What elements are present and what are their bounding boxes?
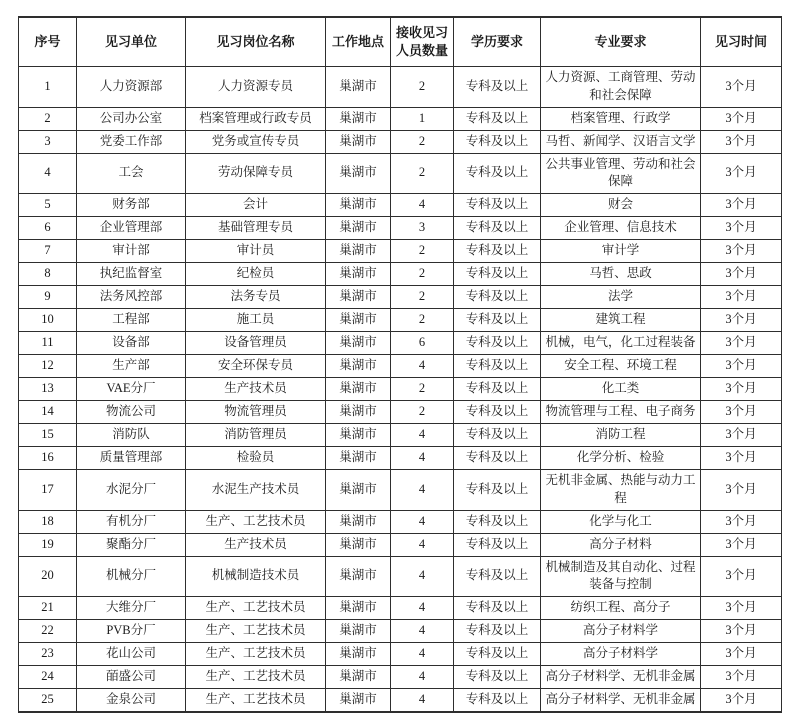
table-cell: 人力资源、工商管理、劳动和社会保障 <box>541 67 701 108</box>
table-cell: 4 <box>391 597 454 620</box>
table-cell: 2 <box>391 309 454 332</box>
table-cell: 机械，电气，化工过程装备 <box>541 332 701 355</box>
table-cell: 专科及以上 <box>454 355 541 378</box>
table-cell: 专科及以上 <box>454 556 541 597</box>
table-cell: 巢湖市 <box>326 194 391 217</box>
table-cell: 生产部 <box>77 355 186 378</box>
table-cell: 8 <box>19 263 77 286</box>
table-cell: 9 <box>19 286 77 309</box>
table-cell: 4 <box>391 355 454 378</box>
table-cell: 物流管理员 <box>186 401 326 424</box>
column-header: 序号 <box>19 17 77 67</box>
table-cell: 皕盛公司 <box>77 666 186 689</box>
table-row <box>19 286 782 309</box>
table-row <box>19 355 782 378</box>
table-row <box>19 533 782 556</box>
table-cell: 生产、工艺技术员 <box>186 620 326 643</box>
table-cell: 4 <box>391 620 454 643</box>
table-cell: 巢湖市 <box>326 130 391 153</box>
table-cell: 2 <box>391 153 454 194</box>
table-cell: 高分子材料学 <box>541 643 701 666</box>
table-cell: 企业管理部 <box>77 217 186 240</box>
table-cell: 党务或宣传专员 <box>186 130 326 153</box>
table-cell: 4 <box>391 643 454 666</box>
table-cell: 3个月 <box>701 217 782 240</box>
table-cell: 2 <box>391 130 454 153</box>
table-cell: 化学与化工 <box>541 510 701 533</box>
table-cell: 专科及以上 <box>454 470 541 511</box>
table-cell: 13 <box>19 378 77 401</box>
table-cell: 物流管理与工程、电子商务 <box>541 401 701 424</box>
table-cell: 3个月 <box>701 67 782 108</box>
table-cell: 25 <box>19 689 77 712</box>
table-cell: 3个月 <box>701 194 782 217</box>
table-cell: 高分子材料学、无机非金属 <box>541 666 701 689</box>
table-cell: 审计学 <box>541 240 701 263</box>
table-cell: 公共事业管理、劳动和社会保障 <box>541 153 701 194</box>
table-cell: 设备部 <box>77 332 186 355</box>
table-cell: 马哲、新闻学、汉语言文学 <box>541 130 701 153</box>
table-cell: 3个月 <box>701 597 782 620</box>
table-cell: 3个月 <box>701 240 782 263</box>
table-cell: 化工类 <box>541 378 701 401</box>
table-cell: 2 <box>391 401 454 424</box>
table-cell: 生产、工艺技术员 <box>186 643 326 666</box>
table-body <box>19 67 782 712</box>
table-cell: 3个月 <box>701 286 782 309</box>
table-cell: 审计部 <box>77 240 186 263</box>
column-header: 见习岗位名称 <box>186 17 326 67</box>
table-cell: 12 <box>19 355 77 378</box>
table-row <box>19 470 782 511</box>
table-cell: 巢湖市 <box>326 556 391 597</box>
table-cell: 安全工程、环境工程 <box>541 355 701 378</box>
table-cell: 专科及以上 <box>454 643 541 666</box>
table-row <box>19 447 782 470</box>
table-cell: 专科及以上 <box>454 533 541 556</box>
table-row <box>19 263 782 286</box>
table-row <box>19 217 782 240</box>
header-row <box>19 17 782 67</box>
table-cell: 2 <box>391 378 454 401</box>
table-cell: 财会 <box>541 194 701 217</box>
table-cell: 党委工作部 <box>77 130 186 153</box>
table-cell: 23 <box>19 643 77 666</box>
table-cell: 专科及以上 <box>454 666 541 689</box>
internship-positions-table <box>18 16 782 713</box>
table-cell: 生产、工艺技术员 <box>186 689 326 712</box>
table-cell: 水泥分厂 <box>77 470 186 511</box>
table-cell: 5 <box>19 194 77 217</box>
table-cell: 4 <box>391 533 454 556</box>
table-cell: 4 <box>391 194 454 217</box>
table-cell: 巢湖市 <box>326 217 391 240</box>
table-cell: 4 <box>391 666 454 689</box>
table-cell: 安全环保专员 <box>186 355 326 378</box>
table-cell: 生产、工艺技术员 <box>186 666 326 689</box>
table-cell: 3个月 <box>701 689 782 712</box>
table-cell: 专科及以上 <box>454 217 541 240</box>
table-cell: 巢湖市 <box>326 263 391 286</box>
table-cell: 巢湖市 <box>326 332 391 355</box>
table-cell: 消防管理员 <box>186 424 326 447</box>
table-cell: 巢湖市 <box>326 67 391 108</box>
table-cell: 3 <box>19 130 77 153</box>
table-cell: 生产、工艺技术员 <box>186 597 326 620</box>
table-cell: 生产、工艺技术员 <box>186 510 326 533</box>
table-row <box>19 620 782 643</box>
table-cell: 法务风控部 <box>77 286 186 309</box>
column-header: 见习单位 <box>77 17 186 67</box>
table-cell: 11 <box>19 332 77 355</box>
table-cell: 审计员 <box>186 240 326 263</box>
table-cell: 马哲、思政 <box>541 263 701 286</box>
table-cell: 巢湖市 <box>326 620 391 643</box>
table-cell: 巢湖市 <box>326 510 391 533</box>
table-cell: 无机非金属、热能与动力工程 <box>541 470 701 511</box>
table-cell: 3个月 <box>701 666 782 689</box>
table-cell: 6 <box>19 217 77 240</box>
table-cell: 工程部 <box>77 309 186 332</box>
table-cell: 24 <box>19 666 77 689</box>
table-cell: 6 <box>391 332 454 355</box>
table-cell: 2 <box>19 107 77 130</box>
table-cell: 生产技术员 <box>186 378 326 401</box>
table-cell: 专科及以上 <box>454 130 541 153</box>
table-cell: 巢湖市 <box>326 470 391 511</box>
table-row <box>19 424 782 447</box>
table-cell: 机械制造及其自动化、过程装备与控制 <box>541 556 701 597</box>
table-cell: 纺织工程、高分子 <box>541 597 701 620</box>
table-cell: 消防队 <box>77 424 186 447</box>
table-cell: 基础管理专员 <box>186 217 326 240</box>
table-cell: 专科及以上 <box>454 153 541 194</box>
table-row <box>19 332 782 355</box>
table-cell: 巢湖市 <box>326 240 391 263</box>
table-cell: 劳动保障专员 <box>186 153 326 194</box>
table-cell: 水泥生产技术员 <box>186 470 326 511</box>
table-cell: 1 <box>19 67 77 108</box>
table-cell: 专科及以上 <box>454 597 541 620</box>
table-cell: 专科及以上 <box>454 447 541 470</box>
table-cell: 质量管理部 <box>77 447 186 470</box>
table-cell: 巢湖市 <box>326 597 391 620</box>
table-cell: 专科及以上 <box>454 401 541 424</box>
table-cell: 巢湖市 <box>326 447 391 470</box>
table-cell: 专科及以上 <box>454 263 541 286</box>
table-cell: 专科及以上 <box>454 309 541 332</box>
table-cell: 2 <box>391 240 454 263</box>
table-cell: 人力资源部 <box>77 67 186 108</box>
table-cell: 3个月 <box>701 355 782 378</box>
table-cell: PVB分厂 <box>77 620 186 643</box>
table-row <box>19 378 782 401</box>
table-cell: 21 <box>19 597 77 620</box>
table-row <box>19 153 782 194</box>
table-cell: 2 <box>391 67 454 108</box>
table-cell: 3个月 <box>701 533 782 556</box>
table-cell: 专科及以上 <box>454 240 541 263</box>
table-cell: 化学分析、检验 <box>541 447 701 470</box>
table-cell: 20 <box>19 556 77 597</box>
table-cell: 3个月 <box>701 556 782 597</box>
table-cell: 高分子材料学 <box>541 620 701 643</box>
table-cell: 建筑工程 <box>541 309 701 332</box>
table-row <box>19 597 782 620</box>
table-cell: 3个月 <box>701 378 782 401</box>
table-cell: 巢湖市 <box>326 309 391 332</box>
table-cell: 物流公司 <box>77 401 186 424</box>
table-row <box>19 194 782 217</box>
table-cell: 22 <box>19 620 77 643</box>
table-cell: 3个月 <box>701 107 782 130</box>
column-header: 见习时间 <box>701 17 782 67</box>
table-cell: 巢湖市 <box>326 153 391 194</box>
table-cell: 4 <box>391 556 454 597</box>
table-cell: 4 <box>391 470 454 511</box>
table-cell: 人力资源专员 <box>186 67 326 108</box>
table-cell: 专科及以上 <box>454 620 541 643</box>
table-cell: 2 <box>391 286 454 309</box>
table-cell: 4 <box>391 424 454 447</box>
column-header: 工作地点 <box>326 17 391 67</box>
table-cell: 巢湖市 <box>326 286 391 309</box>
table-cell: 10 <box>19 309 77 332</box>
table-row <box>19 643 782 666</box>
table-cell: 档案管理或行政专员 <box>186 107 326 130</box>
table-cell: 纪检员 <box>186 263 326 286</box>
table-cell: 企业管理、信息技术 <box>541 217 701 240</box>
table-row <box>19 666 782 689</box>
table-cell: 花山公司 <box>77 643 186 666</box>
table-cell: 3个月 <box>701 643 782 666</box>
table-cell: 法学 <box>541 286 701 309</box>
table-cell: 生产技术员 <box>186 533 326 556</box>
table-cell: 执纪监督室 <box>77 263 186 286</box>
table-cell: 巢湖市 <box>326 355 391 378</box>
table-cell: 巢湖市 <box>326 378 391 401</box>
table-cell: 金泉公司 <box>77 689 186 712</box>
table-cell: 4 <box>391 447 454 470</box>
table-cell: 设备管理员 <box>186 332 326 355</box>
table-row <box>19 556 782 597</box>
table-cell: 3个月 <box>701 263 782 286</box>
table-cell: 3个月 <box>701 510 782 533</box>
table-cell: 专科及以上 <box>454 510 541 533</box>
table-cell: 聚酯分厂 <box>77 533 186 556</box>
table-cell: 高分子材料学、无机非金属 <box>541 689 701 712</box>
table-cell: 3个月 <box>701 470 782 511</box>
table-cell: 工会 <box>77 153 186 194</box>
column-header: 专业要求 <box>541 17 701 67</box>
table-cell: 专科及以上 <box>454 67 541 108</box>
table-cell: 3个月 <box>701 130 782 153</box>
table-cell: 3个月 <box>701 401 782 424</box>
table-cell: 1 <box>391 107 454 130</box>
table-row <box>19 107 782 130</box>
table-cell: 19 <box>19 533 77 556</box>
table-cell: 会计 <box>186 194 326 217</box>
table-cell: 机械制造技术员 <box>186 556 326 597</box>
table-cell: 3 <box>391 217 454 240</box>
table-cell: 16 <box>19 447 77 470</box>
table-cell: 巢湖市 <box>326 401 391 424</box>
table-row <box>19 240 782 263</box>
table-cell: 2 <box>391 263 454 286</box>
table-row <box>19 67 782 108</box>
table-cell: 4 <box>19 153 77 194</box>
table-cell: 4 <box>391 689 454 712</box>
table-header <box>19 17 782 67</box>
table-cell: 巢湖市 <box>326 643 391 666</box>
table-cell: 检验员 <box>186 447 326 470</box>
column-header: 接收见习人员数量 <box>391 17 454 67</box>
table-cell: 高分子材料 <box>541 533 701 556</box>
table-cell: 专科及以上 <box>454 107 541 130</box>
table-cell: 施工员 <box>186 309 326 332</box>
table-cell: 法务专员 <box>186 286 326 309</box>
table-cell: 3个月 <box>701 620 782 643</box>
table-cell: 14 <box>19 401 77 424</box>
table-cell: 有机分厂 <box>77 510 186 533</box>
table-cell: 机械分厂 <box>77 556 186 597</box>
table-cell: 公司办公室 <box>77 107 186 130</box>
table-cell: 专科及以上 <box>454 194 541 217</box>
table-cell: 巢湖市 <box>326 666 391 689</box>
table-cell: 3个月 <box>701 447 782 470</box>
table-row <box>19 401 782 424</box>
table-row <box>19 309 782 332</box>
table-cell: 3个月 <box>701 309 782 332</box>
table-cell: 巢湖市 <box>326 107 391 130</box>
table-cell: 档案管理、行政学 <box>541 107 701 130</box>
table-cell: 专科及以上 <box>454 689 541 712</box>
table-cell: 3个月 <box>701 153 782 194</box>
table-cell: 消防工程 <box>541 424 701 447</box>
table-cell: 财务部 <box>77 194 186 217</box>
table-cell: 巢湖市 <box>326 533 391 556</box>
table-cell: 专科及以上 <box>454 286 541 309</box>
table-cell: 巢湖市 <box>326 424 391 447</box>
table-cell: 专科及以上 <box>454 424 541 447</box>
table-cell: 大维分厂 <box>77 597 186 620</box>
table-cell: 15 <box>19 424 77 447</box>
table-cell: 4 <box>391 510 454 533</box>
column-header: 学历要求 <box>454 17 541 67</box>
table-cell: 17 <box>19 470 77 511</box>
table-cell: 7 <box>19 240 77 263</box>
table-cell: 专科及以上 <box>454 332 541 355</box>
table-cell: 18 <box>19 510 77 533</box>
table-row <box>19 510 782 533</box>
table-cell: 3个月 <box>701 424 782 447</box>
table-cell: 巢湖市 <box>326 689 391 712</box>
table-row <box>19 130 782 153</box>
table-cell: 3个月 <box>701 332 782 355</box>
table-cell: VAE分厂 <box>77 378 186 401</box>
table-row <box>19 689 782 712</box>
table-cell: 专科及以上 <box>454 378 541 401</box>
